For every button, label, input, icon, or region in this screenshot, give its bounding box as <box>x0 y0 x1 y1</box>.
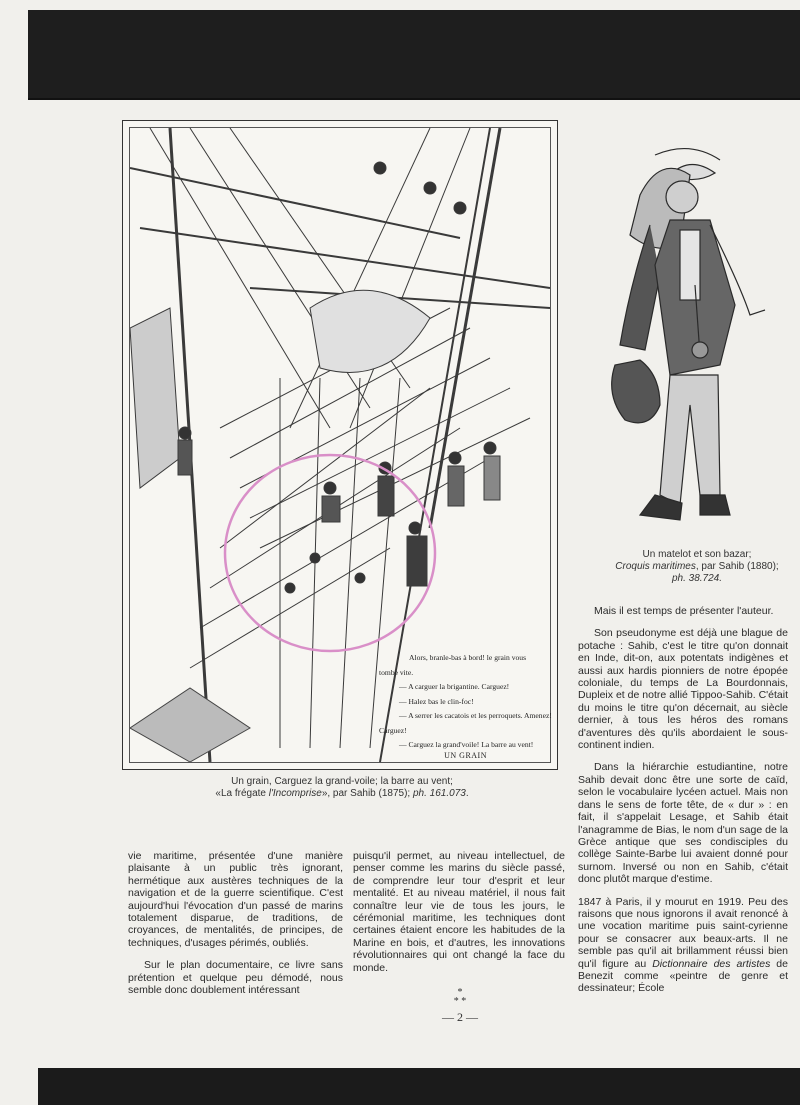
engraving-title: UN GRAIN <box>444 751 487 760</box>
middle-column-text <box>353 850 565 984</box>
paragraph: puisqu'il permet, au niveau intellectuel, de penser comme les marins du siècle passé, de comprendre leur tour d'esprit et leur mentalité. Et au niveau matériel, il nous fait connaître leur vie de tous les jours, le cérémonial maritime, les techniques dont certaines étaient encore les habitudes de la Marine en bois, et d'autres, les innovations révolutionnaires qui ont changé la face du monde. <box>353 850 565 974</box>
dialog-line: — Carguez la grand'voile! La barre au vent! <box>399 740 534 749</box>
engraving-figure-grain <box>122 120 558 770</box>
dialog-line: Carguez! <box>379 725 407 735</box>
figure-right-caption <box>612 549 782 585</box>
right-column-text <box>578 605 788 1005</box>
dialog-line: — A carguer la brigantine. Carguez! <box>399 682 510 691</box>
paragraph: Mais il est temps de présenter l'auteur. <box>594 605 774 617</box>
caption-line: ph. 38.724. <box>671 573 723 584</box>
caption-line: Croquis maritimes, par Sahib (1880); <box>615 561 779 572</box>
paragraph: vie maritime, présentée d'une manière plaisante à un public très ignorant, hermétique aux austères techniques de la navigation et de la guerre scientifique. C'est aujourd'hui l'évocation d'un passé de marins totalement disparue, de traditions, de croyances, de mentalités, de principes, de techniques, d'usages périmés, oubliés. <box>128 850 343 949</box>
dialog-line: tombe vite. <box>379 667 414 677</box>
figure-left-caption <box>150 776 534 800</box>
paragraph: Dans la hiérarchie estudiantine, notre Sahib devait donc être une sorte de caïd, selon le vocabulaire lycéen actuel. Mais non dans le sens de forte tête, de « dur » : en fait, il s'appelait Lesage, et Sahib était l'anagramme de Bias, le nom d'un sage de la Grèce antique que ses condisciples du collège Sainte-Barbe lui avaient donné pour surnom. Inversé ou non en Sahib, c'était donc plutôt marque d'estime. <box>578 761 788 886</box>
dialog-line: — Halez bas le clin-foc! <box>399 696 474 706</box>
bottom-black-band <box>38 1068 800 1105</box>
caption-line: Un grain, Carguez la grand-voile; la barre au vent; <box>231 776 453 787</box>
paragraph: Son pseudonyme est déjà une blague de potache : Sahib, c'est le titre qu'on donnait en Inde, dit-on, aux potentats indigènes et aussi aux hardis pionniers de notre épopée coloniale, du temps de La Bourdonnais, Dupleix et de notre allié Tippoo-Sahib. C'était du moins le titre qu'on décernait, au siècle dernier, à tous les héros des romans d'aventures dès qu'ils abordaient le sous-continent indien. <box>578 627 788 752</box>
sailor-illustration <box>600 135 770 535</box>
top-black-band <box>28 10 800 100</box>
section-stars: * * * <box>453 987 467 1007</box>
left-column-text <box>128 850 343 1006</box>
dialog-line: — A serrer les cacatois et les perroquets. Amenez! <box>399 711 552 720</box>
page-number: — 2 — <box>442 1010 478 1024</box>
caption-line: «La frégate l'Incomprise», par Sahib (1875); ph. 161.073. <box>215 788 469 799</box>
paragraph: 1847 à Paris, il y mourut en 1919. Peu des raisons que nous ignorons il avait renoncé à une vocation maritime puis saint-cyrienne pour se consacrer aux beaux-arts. Il ne semble pas qu'il ait brillamment réussi bien qu'il figure au Dictionnaire des artistes de Benezit comme «peintre de genre et dessinateur; École <box>578 895 788 995</box>
sailor-drawing <box>600 135 770 535</box>
caption-line: Un matelot et son bazar; <box>642 549 752 560</box>
dialog-line: Alors, branle-bas à bord! le grain vous <box>409 653 527 662</box>
paragraph: Sur le plan documentaire, ce livre sans prétention et quelque peu démodé, nous semble donc doublement intéressant <box>128 959 343 997</box>
